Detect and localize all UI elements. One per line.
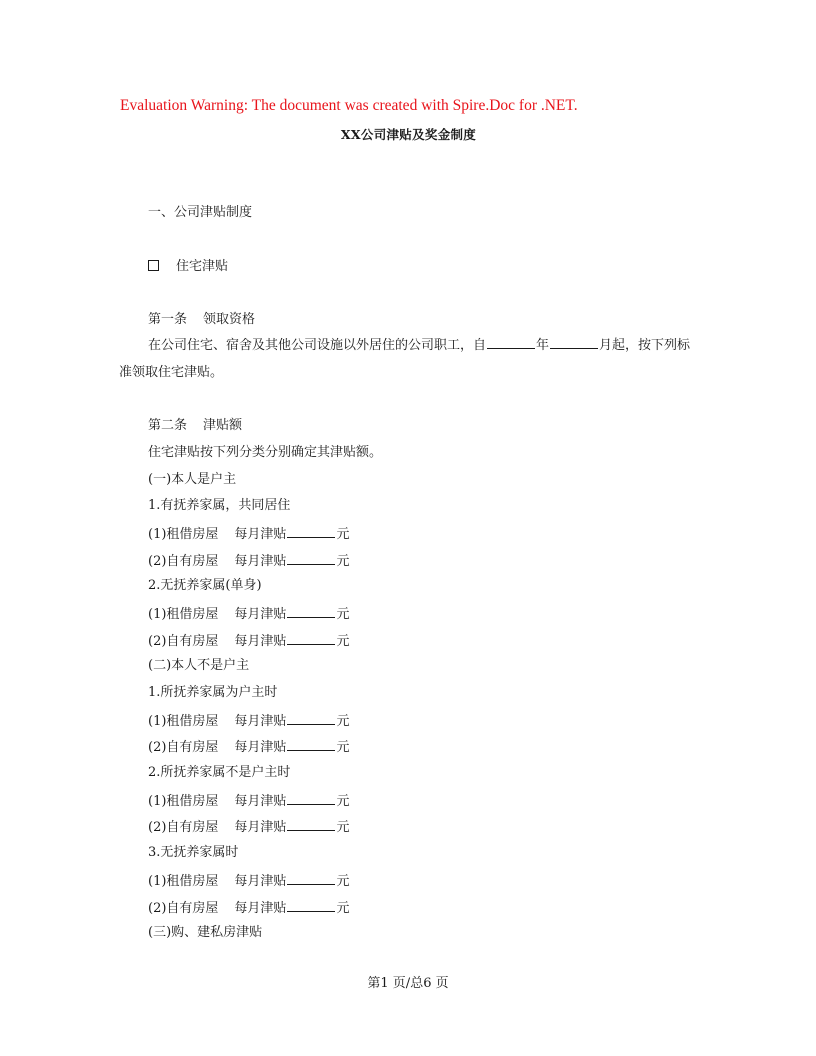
allowance-row: (2)自有房屋 每月津贴 元 — [148, 634, 350, 649]
allowance-row: (2)自有房屋 每月津贴 元 — [148, 554, 350, 569]
year-blank — [487, 336, 535, 349]
list-item: 1.所抚养家属为户主时 — [148, 685, 278, 700]
allowance-row: (1)租借房屋 每月津贴 元 — [148, 874, 350, 889]
allowance-row: (2)自有房屋 每月津贴 元 — [148, 901, 350, 916]
allowance-row: (1)租借房屋 每月津贴 元 — [148, 527, 350, 542]
article-heading: 第二条 津贴额 — [148, 418, 243, 433]
category-heading: (三)购、建私房津贴 — [148, 925, 263, 940]
allowance-row: (2)自有房屋 每月津贴 元 — [148, 740, 350, 755]
list-item: 2.所抚养家属不是户主时 — [148, 765, 291, 780]
list-item: 1.有抚养家属，共同居住 — [148, 498, 291, 513]
section-heading: 一、公司津贴制度 — [148, 205, 253, 220]
category-heading: (一)本人是户主 — [148, 472, 237, 487]
checkbox-icon — [148, 260, 159, 271]
subsection-heading: 住宅津贴 — [148, 259, 228, 275]
article-heading: 第一条 领取资格 — [148, 312, 256, 327]
allowance-row: (1)租借房屋 每月津贴 元 — [148, 794, 350, 809]
evaluation-warning: Evaluation Warning: The document was created with Spire.Doc for .NET. — [120, 97, 578, 114]
allowance-row: (2)自有房屋 每月津贴 元 — [148, 820, 350, 835]
paragraph: 住宅津贴按下列分类分别确定其津贴额。 — [148, 445, 383, 460]
page-footer: 第1 页/总6 页 — [367, 976, 449, 991]
document-title: XX公司津贴及奖金制度 — [340, 127, 477, 142]
list-item: 3.无抚养家属时 — [148, 845, 239, 860]
allowance-row: (1)租借房屋 每月津贴 元 — [148, 714, 350, 729]
month-blank — [550, 336, 598, 349]
category-heading: (二)本人不是户主 — [148, 658, 250, 673]
eligibility-paragraph: 在公司住宅、宿舍及其他公司设施以外居住的公司职工，自 年 月起，按下列标准领取住宅津贴。 — [119, 338, 691, 380]
allowance-row: (1)租借房屋 每月津贴 元 — [148, 607, 350, 622]
list-item: 2.无抚养家属(单身) — [148, 578, 262, 593]
